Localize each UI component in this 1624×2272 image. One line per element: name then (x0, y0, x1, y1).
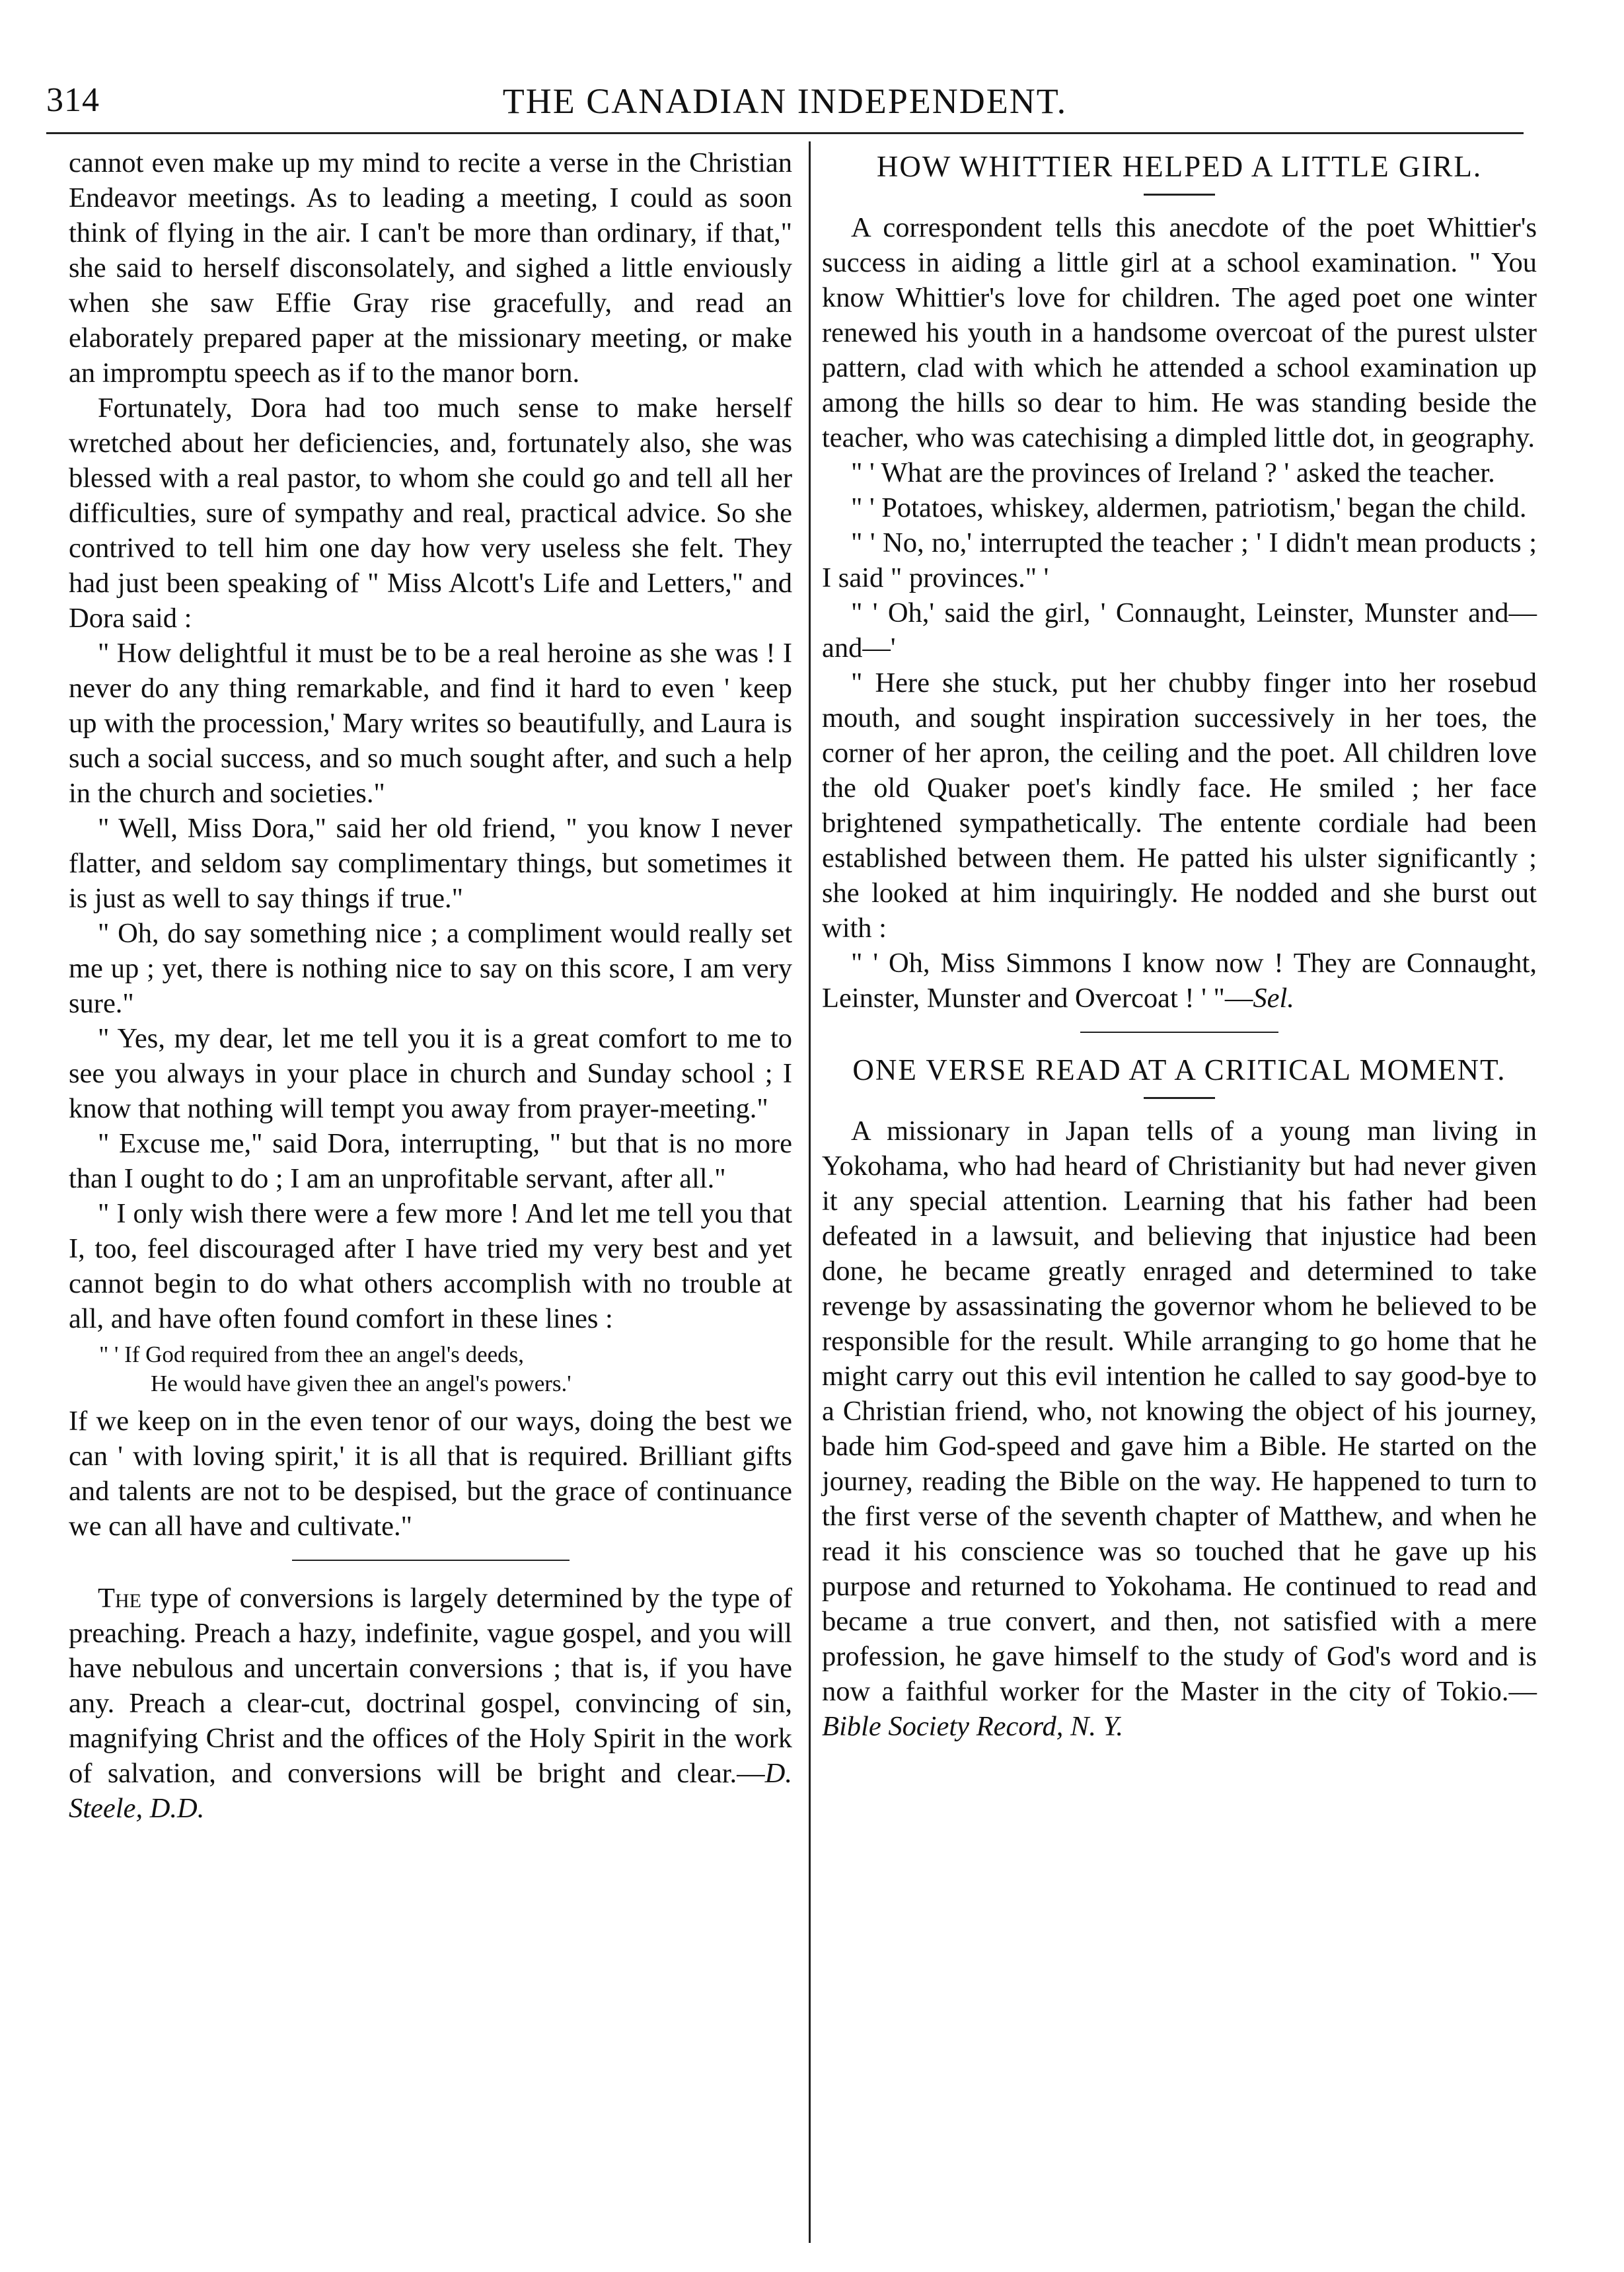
left-column (69, 145, 792, 1826)
paragraph: cannot even make up my mind to recite a verse in the Christian Endeavor meetings. As to leading a meeting, I could as soon think of flying in the air. I can't be more than ordinary, if that," she said to herself disconsolately, and sighed a little enviously when she saw Effie Gray rise gracefully, and read an elaborately prepared paper at the missionary meeting, or make an impromptu speech as if to the manor born. (69, 147, 792, 389)
verse-line: He would have given thee an angel's powers.' (151, 1371, 572, 1396)
running-title: THE CANADIAN INDEPENDENT. (502, 81, 1068, 121)
title-rule (1144, 194, 1215, 196)
paragraph: " I only wish there were a few more ! And let me tell you that I, too, feel discouraged after I have tried my very best and yet cannot begin to do what others accomplish with no trouble at all, and have often found comfort in these lines : (69, 1198, 792, 1334)
attribution: D. Steele, D.D. (69, 1758, 792, 1824)
section-separator (1080, 1032, 1278, 1033)
paragraph: " How delightful it must be to be a real heroine as she was ! I never do any thing remarkable, and find it hard to even ' keep up with the procession,' Mary writes so beautifully, and Laura is such a social success, and so much sought after, and such a help in the church and societies." (69, 638, 792, 809)
paragraph: " Well, Miss Dora," said her old friend, " you know I never flatter, and seldom say complimentary things, but sometimes it is just as well to say things if true." (69, 813, 792, 914)
paragraph: If we keep on in the even tenor of our ways, doing the best we can ' with loving spirit,' it is all that is required. Brilliant gifts and talents are not to be despised, but the grace of continuance we can all have and cultivate." (69, 1406, 792, 1542)
paragraph: " Yes, my dear, let me tell you it is a great comfort to me to see you always in your place in church and Sunday school ; I know that nothing will tempt you away from prayer-meeting." (69, 1023, 792, 1124)
column-divider (809, 141, 811, 2243)
page-header (46, 78, 1524, 132)
title-rule (1144, 1097, 1215, 1099)
verse-line: " ' If God required from thee an angel's deeds, (99, 1342, 525, 1367)
paragraph (822, 1114, 1537, 1744)
header-rule (46, 132, 1524, 134)
steele-paragraph (69, 1581, 792, 1826)
right-column (822, 145, 1537, 1744)
page-number: 314 (46, 81, 100, 119)
section-separator (292, 1560, 570, 1561)
paragraph-body: A missionary in Japan tells of a young man living in Yokohama, who had heard of Christianity but had never given it any special attention. Learning that his father had been defeated in a lawsuit, and believing that injustice had been done, he became greatly enraged and determined to take revenge by assassinating the governor whom he believed to be responsible for the result. While arranging to go home that he might carry out this evil intention he called to say good-bye to a Christian friend, who, not knowing the object of his journey, bade him God-speed and gave him a Bible. He started on the journey, reading the Bible on the way. He happened to turn to the first verse of the seventh chapter of Matthew, and when he read it his conscience was so touched that he gave up his purpose and returned to Yokohama. He continued to read and became a true convert, and then, not satisfied with a mere profession, he gave himself to the study of God's word and is now a faithful worker for the Master in the city of Tokio.— (822, 1116, 1537, 1707)
paragraph (822, 946, 1537, 1016)
paragraph-body: " ' Oh, Miss Simmons I know now ! They are Connaught, Leinster, Munster and Overcoat ! ' "— (822, 948, 1537, 1014)
paragraph: " Oh, do say something nice ; a compliment would really set me up ; yet, there is nothing nice to say on this score, I am very sure." (69, 918, 792, 1019)
quoted-verse (69, 1340, 792, 1398)
paragraph: " ' What are the provinces of Ireland ? ' asked the teacher. (851, 457, 1495, 488)
paragraph: A correspondent tells this anecdote of the poet Whittier's success in aiding a little girl at a school examination. " You know Whittier's love for children. The aged poet one winter renewed his youth in a handsome overcoat of the purest ulster pattern, clad with which he attended a school examination up among the hills so dear to him. He was standing beside the teacher, who was catechising a dimpled little dot, in geography. (822, 212, 1537, 453)
paragraph: " ' Potatoes, whiskey, aldermen, patriotism,' began the child. (851, 492, 1527, 523)
paragraph: " ' No, no,' interrupted the teacher ; ' I didn't mean products ; I said " provinces." ' (822, 527, 1537, 593)
article-title: HOW WHITTIER HELPED A LITTLE GIRL. (876, 150, 1483, 183)
lead-word: The (98, 1583, 141, 1614)
paragraph-body: type of conversions is largely determined by the type of preaching. Preach a hazy, indefinite, vague gospel, and you will have nebulous and uncertain conversions ; that is, if you have any. Preach a clear-cut, doctrinal gospel, convincing of sin, magnifying Christ and the offices of the Holy Spirit in the work of salvation, and conversions will be bright and clear.— (69, 1583, 792, 1789)
paragraph: " Excuse me," said Dora, interrupting, " but that is no more than I ought to do ; I am an unprofitable servant, after all." (69, 1128, 792, 1194)
paragraph: " Here she stuck, put her chubby finger into her rosebud mouth, and sought inspiration successively in her toes, the corner of her apron, the ceiling and the poet. All children love the old Quaker poet's kindly face. He smiled ; her face brightened sympathetically. The entente cordiale had been established between them. He patted his ulster significantly ; she looked at him inquiringly. He nodded and she burst out with : (822, 667, 1537, 944)
attribution: Bible Society Record, N. Y. (822, 1711, 1124, 1742)
paragraph: " ' Oh,' said the girl, ' Connaught, Leinster, Munster and—and—' (822, 597, 1537, 663)
article-title: ONE VERSE READ AT A CRITICAL MOMENT. (852, 1053, 1506, 1086)
paragraph: Fortunately, Dora had too much sense to make herself wretched about her deficiencies, and, fortunately also, she was blessed with a real pastor, to whom she could go and tell all her difficulties, sure of sympathy and real, practical advice. So she contrived to tell him one day how very useless she felt. They had just been speaking of " Miss Alcott's Life and Letters," and Dora said : (69, 393, 792, 634)
attribution: Sel. (1253, 983, 1294, 1014)
